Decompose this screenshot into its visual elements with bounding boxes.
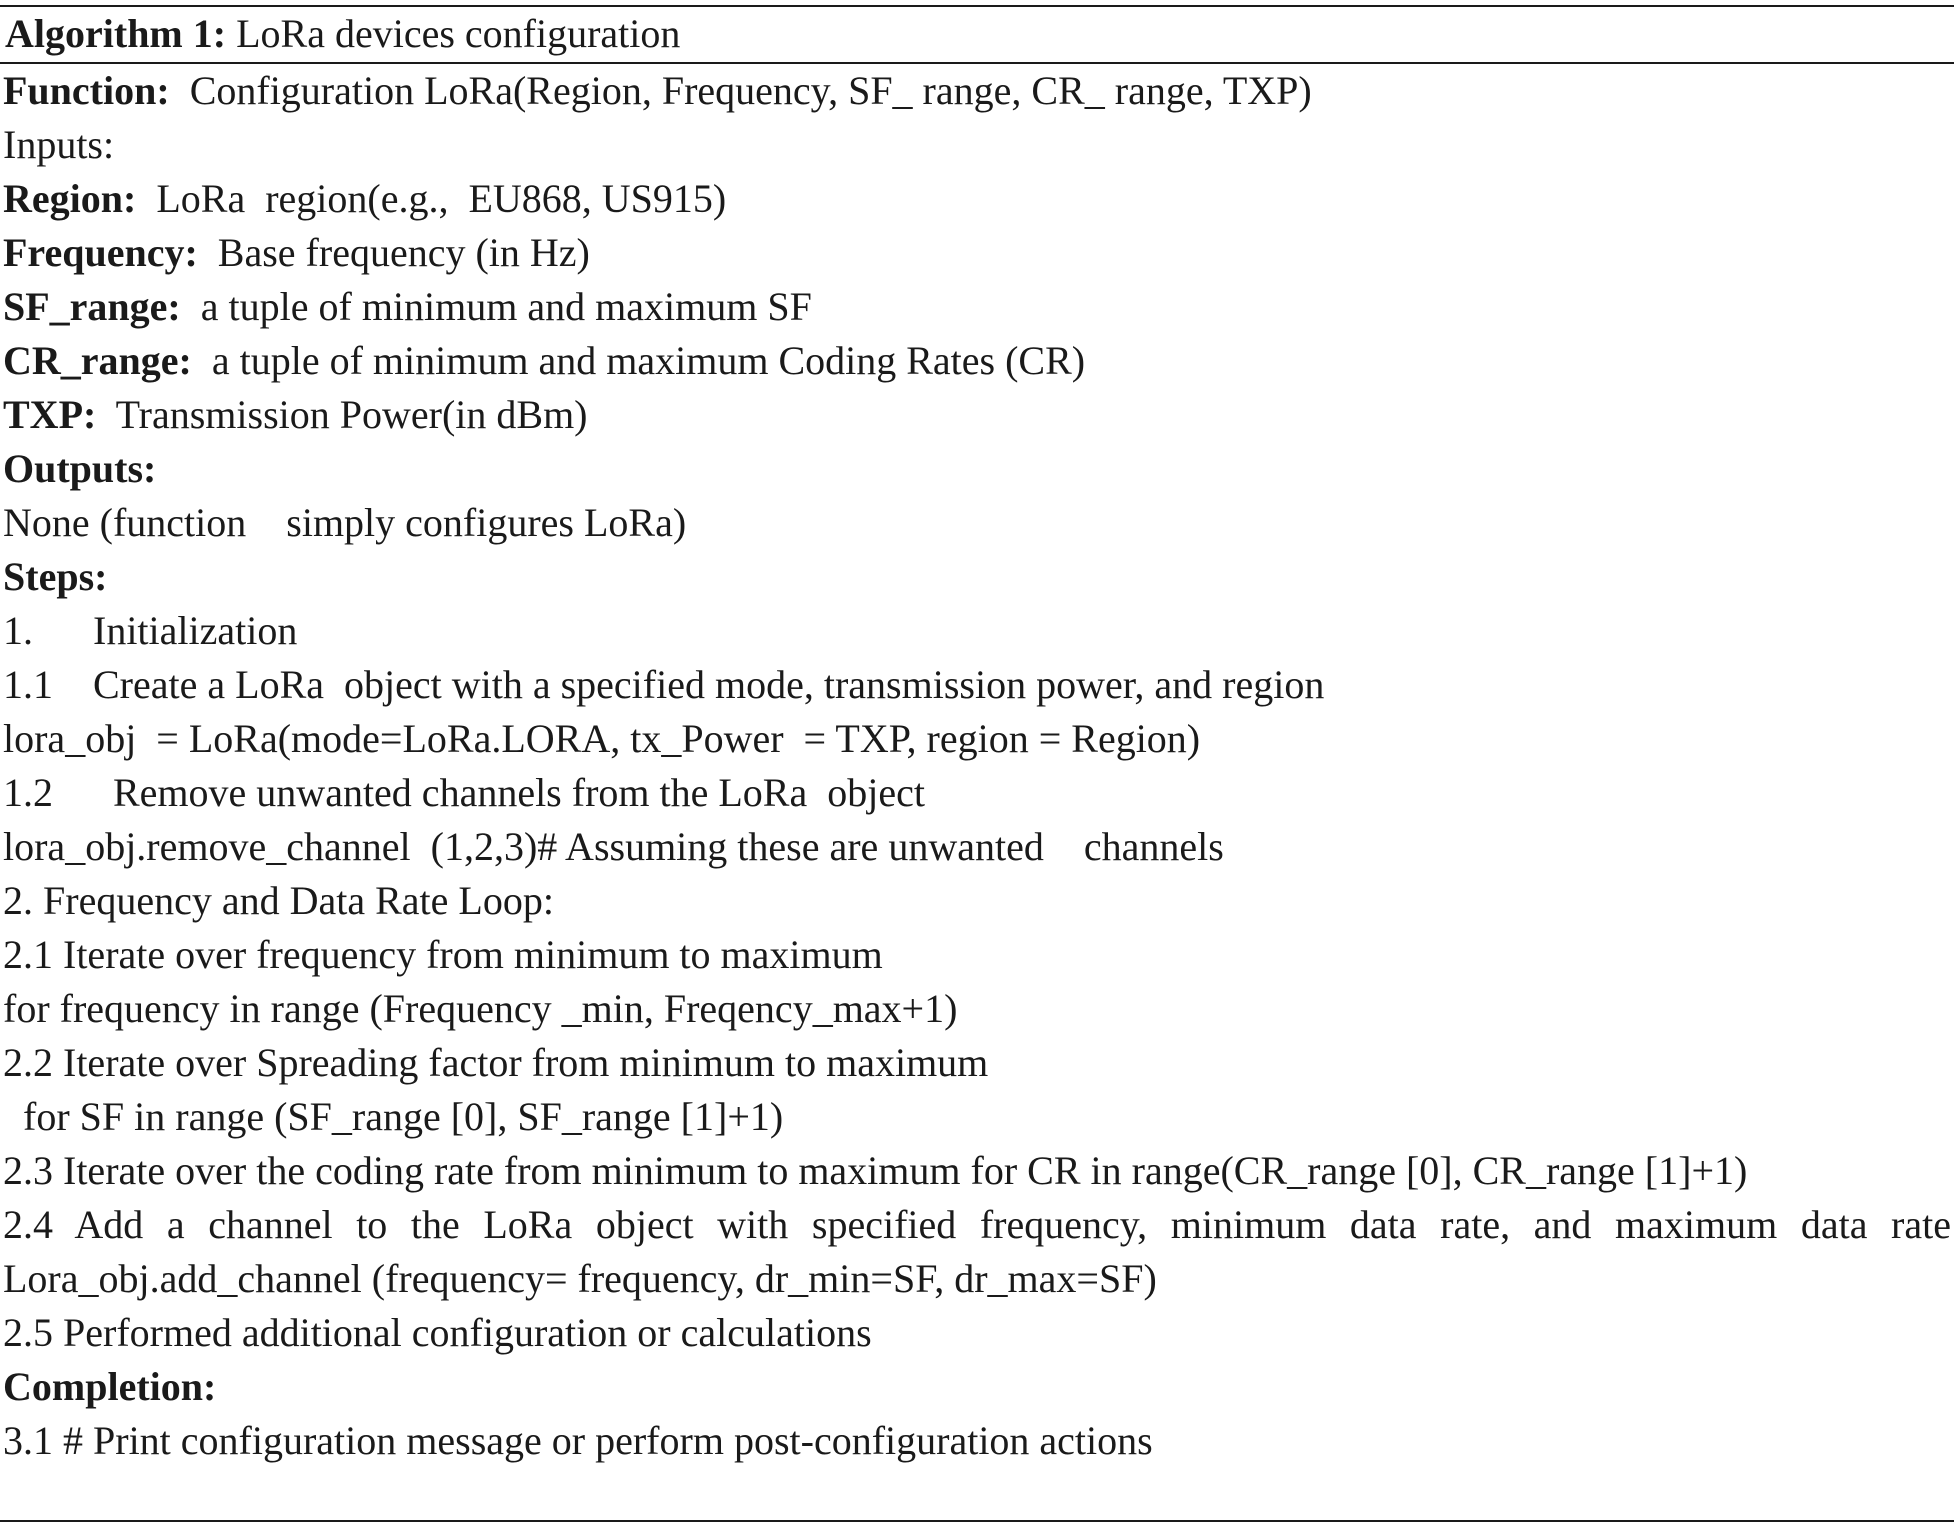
step-line: 1.2 Remove unwanted channels from the LoRa object — [3, 770, 925, 815]
algorithm-body — [3, 64, 1951, 1468]
completion-label: Completion: — [3, 1364, 217, 1409]
steps-label: Steps: — [3, 554, 108, 599]
outputs-label: Outputs: — [3, 446, 157, 491]
input-text: a tuple of minimum and maximum Coding Rates (CR) — [211, 338, 1086, 383]
input-region — [3, 172, 1951, 226]
outputs-heading — [3, 442, 1951, 496]
function-text: Configuration LoRa(Region, Frequency, SF_ range, CR_ range, TXP) — [189, 68, 1312, 113]
step-line: 2.5 Performed additional configuration or calculations — [3, 1310, 872, 1355]
step-line: lora_obj.remove_channel (1,2,3)# Assuming these are unwanted channels — [3, 824, 1224, 869]
step-line-wrapped: 2.4 Add a channel to the LoRa object with specified frequency, minimum data rate, and maximum data rate Lora_obj.add_channel (frequency= frequency, dr_min=SF, dr_max=SF) — [3, 1202, 1951, 1301]
step-line: 1. Initialization — [3, 608, 298, 653]
input-label: Region: — [3, 176, 137, 221]
step-line: for frequency in range (Frequency _min, Freqency_max+1) — [3, 986, 958, 1031]
input-label: TXP: — [3, 392, 97, 437]
step-line: 1.1 Create a LoRa object with a specified mode, transmission power, and region — [3, 662, 1325, 707]
algorithm-caption — [5, 6, 680, 62]
completion-text: 3.1 # Print configuration message or perform post-configuration actions — [3, 1418, 1153, 1463]
input-label: Frequency: — [3, 230, 198, 275]
function-label: Function: — [3, 68, 170, 113]
algorithm-title: LoRa devices configuration — [236, 11, 681, 56]
input-label: CR_range: — [3, 338, 192, 383]
input-text: LoRa region(e.g., EU868, US915) — [156, 176, 727, 221]
input-text: a tuple of minimum and maximum SF — [200, 284, 812, 329]
input-txp — [3, 388, 1951, 442]
input-cr-range — [3, 334, 1951, 388]
step-line-wrapped: 2.3 Iterate over the coding rate from minimum to maximum for CR in range(CR_range [0], CR_range [1]+1) — [3, 1148, 1748, 1193]
function-line — [3, 64, 1951, 118]
algorithm-label: Algorithm 1: — [5, 11, 227, 56]
input-text: Transmission Power(in dBm) — [115, 392, 588, 437]
step-line: 2.1 Iterate over frequency from minimum to maximum — [3, 932, 883, 977]
bottom-rule — [0, 1520, 1954, 1522]
input-sf-range — [3, 280, 1951, 334]
input-text: Base frequency (in Hz) — [217, 230, 590, 275]
step-line: lora_obj = LoRa(mode=LoRa.LORA, tx_Power = TXP, region = Region) — [3, 716, 1201, 761]
steps-heading — [3, 550, 1951, 604]
outputs-text: None (function simply configures LoRa) — [3, 500, 687, 545]
inputs-heading: Inputs: — [3, 122, 115, 167]
input-frequency — [3, 226, 1951, 280]
step-line: for SF in range (SF_range [0], SF_range [1]+1) — [3, 1094, 784, 1139]
step-line: 2.2 Iterate over Spreading factor from minimum to maximum — [3, 1040, 989, 1085]
step-line: 2. Frequency and Data Rate Loop: — [3, 878, 554, 923]
completion-heading — [3, 1360, 1951, 1414]
input-label: SF_range: — [3, 284, 181, 329]
